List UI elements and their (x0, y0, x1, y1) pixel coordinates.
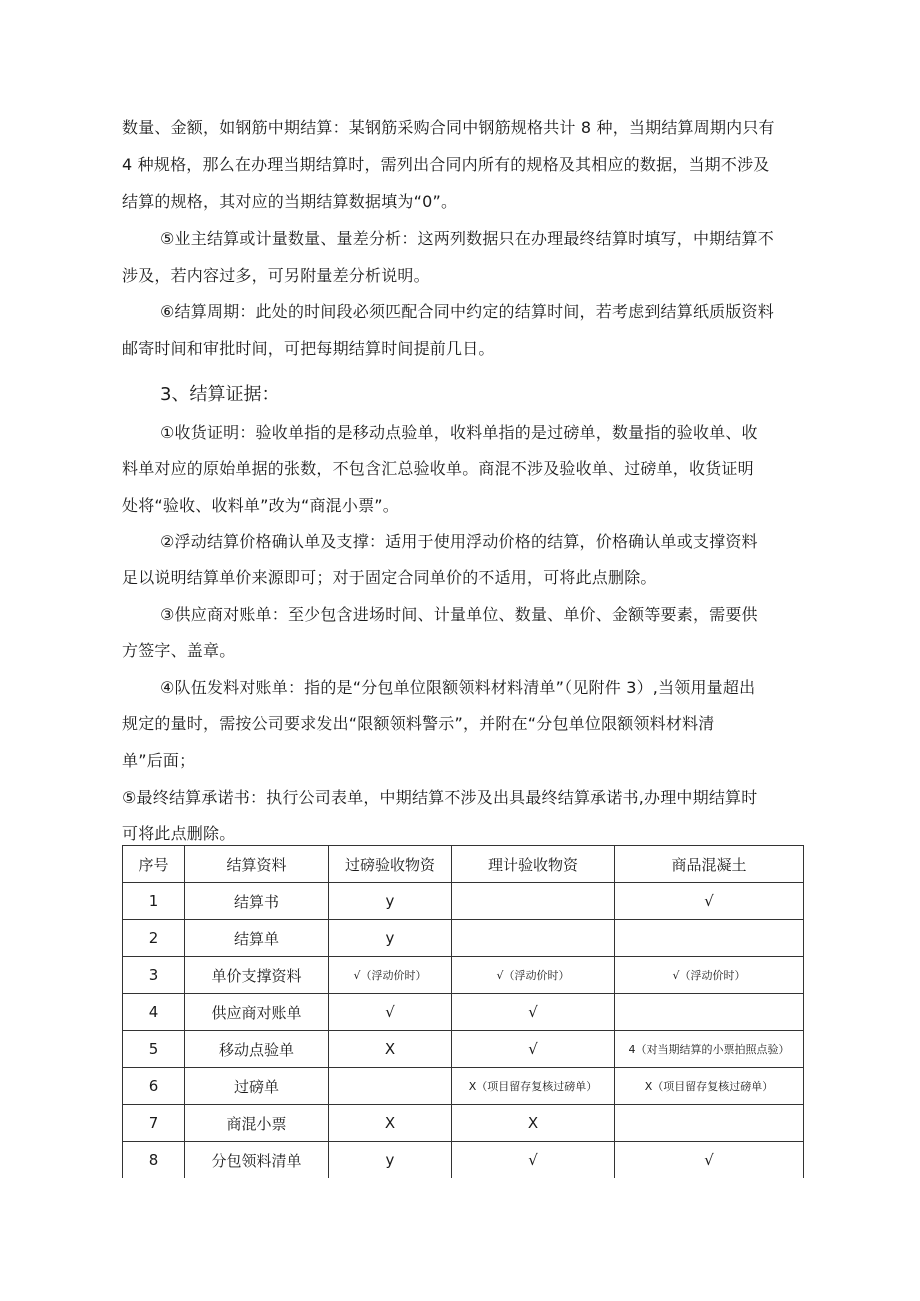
table-cell: 单价支撑资料 (185, 957, 329, 994)
text-line: 4 种规格，那么在办理当期结算时，需列出合同内所有的规格及其相应的数据，当期不涉及 (122, 155, 770, 174)
table-cell: 6 (123, 1068, 185, 1105)
table-cell: y (329, 883, 452, 920)
table-cell: y (329, 920, 452, 957)
text-line: 结算的规格，其对应的当期结算数据填为“0”。 (122, 192, 458, 211)
table-cell: √ (452, 994, 615, 1031)
text-line: 邮寄时间和审批时间，可把每期结算时间提前几日。 (122, 339, 495, 358)
table-cell: 4 (123, 994, 185, 1031)
table-cell: 5 (123, 1031, 185, 1068)
table-cell: 7 (123, 1105, 185, 1142)
text-line: ⑤最终结算承诺书：执行公司表单，中期结算不涉及出具最终结算承诺书,办理中期结算时 (122, 788, 758, 807)
table-cell: √ (329, 994, 452, 1031)
text-line: ①收货证明：验收单指的是移动点验单，收料单指的是过磅单，数量指的验收单、收 (160, 423, 758, 442)
table-cell: 商混小票 (185, 1105, 329, 1142)
table-cell: 结算书 (185, 883, 329, 920)
table-row (123, 957, 804, 994)
table-cell: √（浮动价时） (615, 957, 804, 994)
table-cell (615, 994, 804, 1031)
text-line: 足以说明结算单价来源即可；对于固定合同单价的不适用，可将此点删除。 (122, 568, 657, 587)
table-cell: 4（对当期结算的小票拍照点验） (615, 1031, 804, 1068)
table-cell: 1 (123, 883, 185, 920)
table-cell (452, 920, 615, 957)
header-cell: 结算资料 (185, 846, 329, 883)
table-cell: √ (615, 1142, 804, 1179)
table-cell: √（浮动价时） (329, 957, 452, 994)
table-row (123, 1105, 804, 1142)
table-cell: √ (452, 1142, 615, 1179)
text-line: ⑤业主结算或计量数量、量差分析：这两列数据只在办理最终结算时填写，中期结算不 (160, 229, 774, 248)
table-cell: √（浮动价时） (452, 957, 615, 994)
table-header-row (123, 846, 804, 883)
section-heading: 3、结算证据： (160, 384, 280, 405)
table-cell: √ (615, 883, 804, 920)
text-line: 料单对应的原始单据的张数，不包含汇总验收单。商混不涉及验收单、过磅单，收货证明 (122, 459, 754, 478)
header-cell: 过磅验收物资 (329, 846, 452, 883)
table-cell (615, 1105, 804, 1142)
text-line: 涉及，若内容过多，可另附量差分析说明。 (122, 266, 430, 285)
table-cell (615, 920, 804, 957)
text-line: ②浮动结算价格确认单及支撑：适用于使用浮动价格的结算，价格确认单或支撑资料 (160, 532, 758, 551)
header-cell: 序号 (123, 846, 185, 883)
text-line: ⑥结算周期：此处的时间段必须匹配合同中约定的结算时间，若考虑到结算纸质版资料 (160, 302, 774, 321)
table-cell (452, 883, 615, 920)
settlement-materials-table (122, 845, 804, 1178)
table-cell: 过磅单 (185, 1068, 329, 1105)
table-cell: 3 (123, 957, 185, 994)
table-cell: 2 (123, 920, 185, 957)
table-cell: 结算单 (185, 920, 329, 957)
table-cell: y (329, 1142, 452, 1179)
table-row (123, 1068, 804, 1105)
text-line: ③供应商对账单：至少包含进场时间、计量单位、数量、单价、金额等要素，需要供 (160, 605, 758, 624)
text-line: 单”后面； (122, 751, 196, 770)
text-line: 处将“验收、收料单”改为“商混小票”。 (122, 496, 399, 515)
text-line: 数量、金额，如钢筋中期结算：某钢筋采购合同中钢筋规格共计 8 种，当期结算周期内只有 (122, 118, 775, 137)
table-cell (329, 1068, 452, 1105)
header-cell: 商品混凝土 (615, 846, 804, 883)
text-line: 可将此点删除。 (122, 824, 236, 843)
text-line: ④队伍发料对账单：指的是“分包单位限额领料材料清单”（见附件 3）,当领用量超出 (160, 678, 756, 697)
table-row (123, 883, 804, 920)
table-row (123, 920, 804, 957)
table-row (123, 1142, 804, 1179)
table-cell: X (452, 1105, 615, 1142)
table-cell: √ (452, 1031, 615, 1068)
table-cell: X（项目留存复核过磅单） (452, 1068, 615, 1105)
table-row (123, 1031, 804, 1068)
header-cell: 理计验收物资 (452, 846, 615, 883)
table-cell: X (329, 1105, 452, 1142)
table-cell: X（项目留存复核过磅单） (615, 1068, 804, 1105)
table-cell: 供应商对账单 (185, 994, 329, 1031)
table-cell: 8 (123, 1142, 185, 1179)
table-cell: 分包领料清单 (185, 1142, 329, 1179)
table-cell: X (329, 1031, 452, 1068)
text-line: 规定的量时，需按公司要求发出“限额领料警示”，并附在“分包单位限额领料材料清 (122, 714, 715, 733)
table-cell: 移动点验单 (185, 1031, 329, 1068)
text-line: 方签字、盖章。 (122, 641, 236, 660)
table-row (123, 994, 804, 1031)
